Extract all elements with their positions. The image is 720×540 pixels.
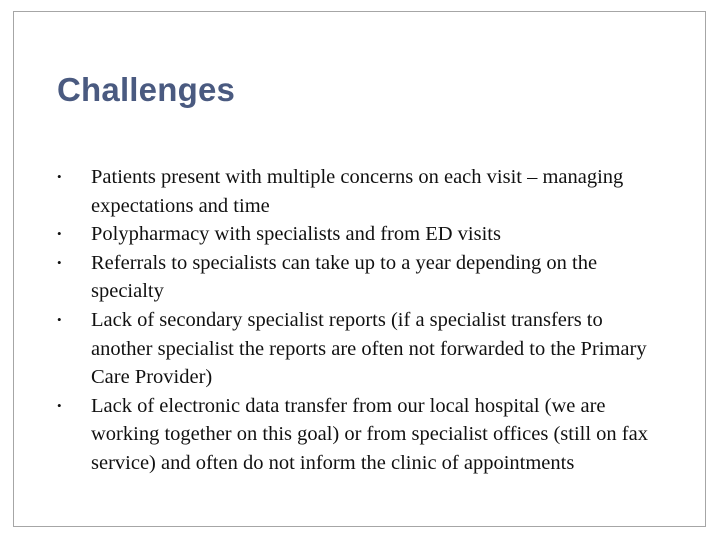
bullet-text: Polypharmacy with specialists and from ED visits <box>91 223 501 246</box>
list-item <box>57 163 657 220</box>
bullet-text: Referrals to specialists can take up to a year depending on the specialty <box>91 251 598 303</box>
bullet-text: Lack of electronic data transfer from our local hospital (we are working together on this goal) or from specialist offices (still on fax service) and often do not inform the clinic of appointments <box>91 394 648 474</box>
bullet-icon: • <box>57 169 62 184</box>
slide-title: Challenges <box>57 71 236 108</box>
bullet-icon: • <box>57 397 62 413</box>
bullet-text: Patients present with multiple concerns on each visit – managing expectations and time <box>91 166 624 217</box>
bullet-icon: • <box>57 311 62 327</box>
list-item <box>57 392 657 478</box>
list-item <box>57 220 657 249</box>
bullet-list <box>57 163 657 478</box>
bullet-icon: • <box>57 226 62 242</box>
list-item <box>57 249 657 306</box>
bullet-icon: • <box>57 254 62 270</box>
list-item <box>57 306 657 392</box>
bullet-text: Lack of secondary specialist reports (if a specialist transfers to another specialist the reports are often not forwarded to the Primary Care Provider) <box>91 308 647 389</box>
